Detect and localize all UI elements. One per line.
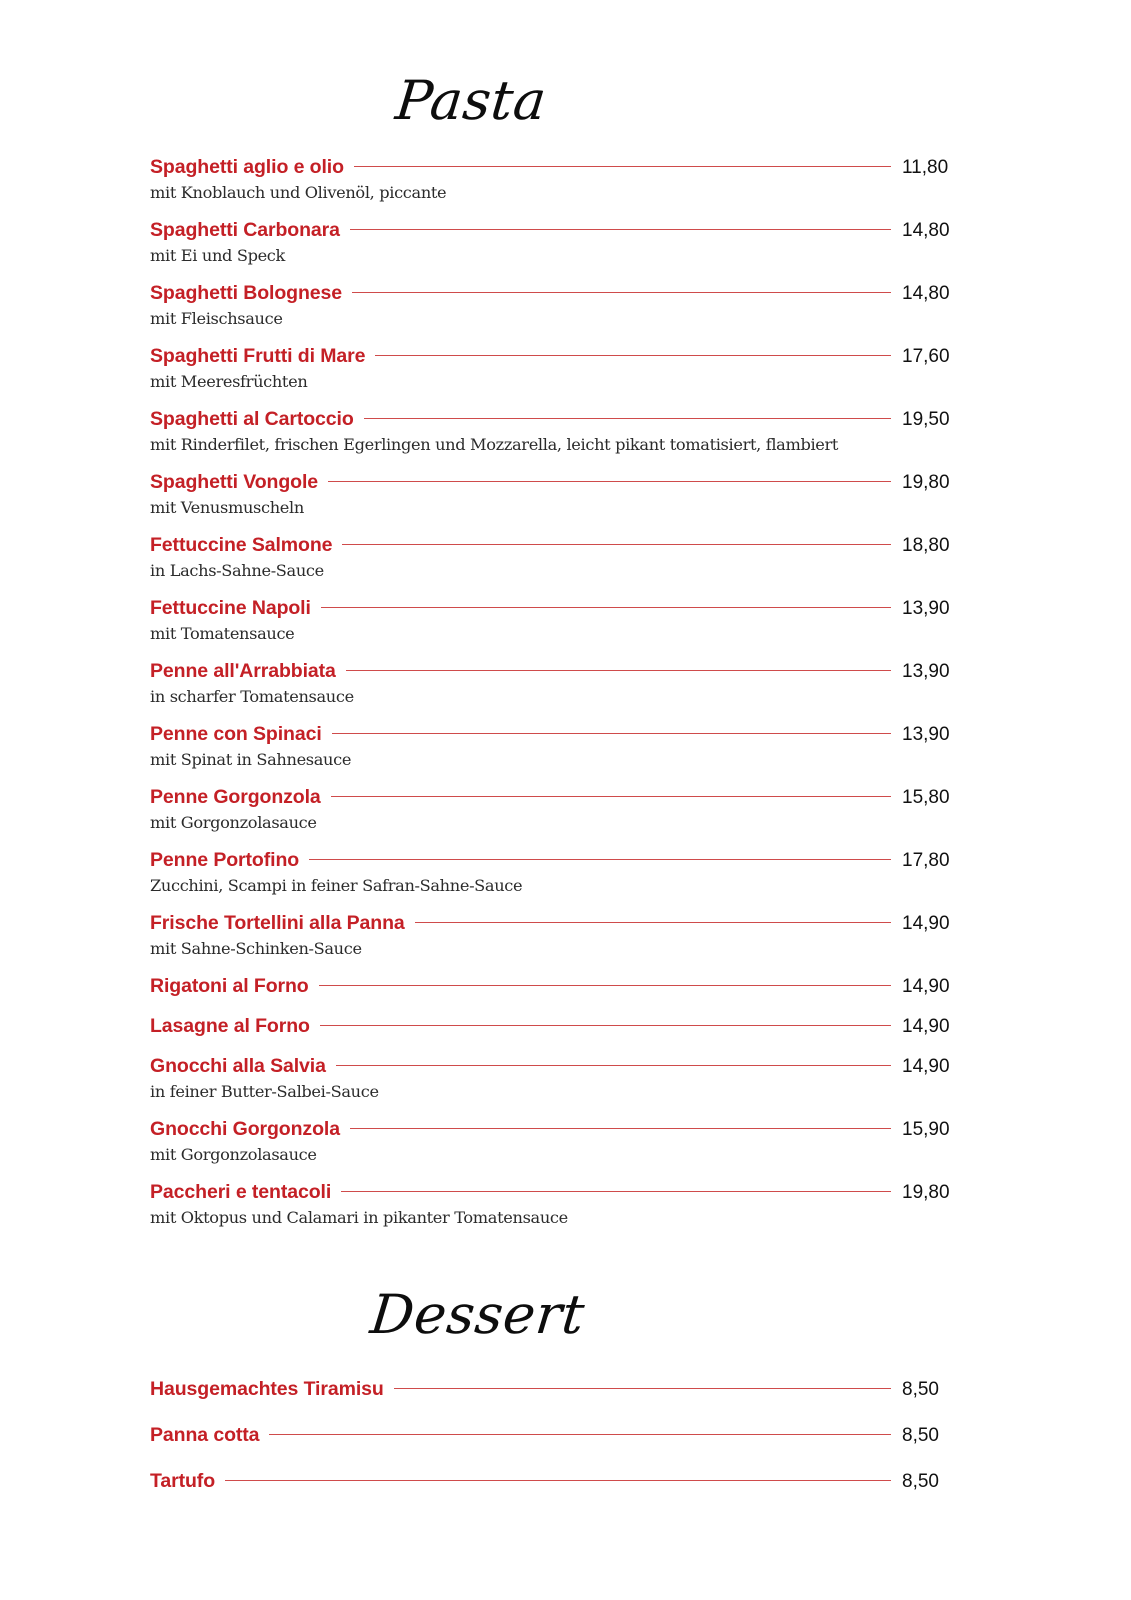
menu-item-name: Gnocchi Gorgonzola — [150, 1118, 340, 1140]
menu-item-price: 14,80 — [902, 283, 950, 304]
menu-item-description: mit Sahne-Schinken-Sauce — [150, 939, 362, 958]
menu-item-description: mit Gorgonzolasauce — [150, 1145, 317, 1164]
menu-item-name: Penne Portofino — [150, 849, 300, 871]
menu-item — [150, 595, 960, 658]
menu-item-description: mit Ei und Speck — [150, 246, 285, 265]
menu-item-name: Spaghetti al Cartoccio — [150, 408, 354, 430]
menu-item-name: Penne all'Arrabbiata — [150, 660, 336, 682]
menu-item-description: mit Oktopus und Calamari in pikanter Tomatensauce — [150, 1208, 568, 1227]
menu-item-name: Hausgemachtes Tiramisu — [150, 1378, 384, 1400]
menu-item-price: 14,90 — [902, 913, 950, 934]
menu-item-name: Fettuccine Napoli — [150, 597, 311, 619]
menu-item-line — [150, 1422, 960, 1449]
menu-item-price: 15,80 — [902, 787, 950, 808]
menu-item-description: in feiner Butter-Salbei-Sauce — [150, 1082, 379, 1101]
menu-item-price: 15,90 — [902, 1119, 950, 1140]
menu-item-description: mit Fleischsauce — [150, 309, 283, 328]
menu-item-name: Spaghetti Frutti di Mare — [150, 345, 366, 367]
menu-item-line — [150, 154, 960, 181]
menu-item-name: Lasagne al Forno — [150, 1015, 310, 1037]
section-pasta — [150, 0, 960, 1242]
menu-item — [150, 1422, 960, 1468]
leader-line — [328, 481, 891, 482]
menu-item-price: 13,90 — [902, 724, 950, 745]
menu-item-line — [150, 1376, 960, 1403]
leader-line — [350, 1128, 891, 1129]
section-dessert — [150, 1242, 960, 1514]
menu-item — [150, 1179, 960, 1242]
menu-item — [150, 721, 960, 784]
menu-item-price: 13,90 — [902, 661, 950, 682]
menu-item-price: 17,60 — [902, 346, 950, 367]
dessert-items-block — [150, 1342, 960, 1514]
menu-item-line — [150, 1179, 960, 1206]
leader-line — [309, 859, 891, 860]
menu-item-price: 14,90 — [902, 1056, 950, 1077]
menu-item-name: Frische Tortellini alla Panna — [150, 912, 405, 934]
menu-item-line — [150, 847, 960, 874]
menu-item-name: Spaghetti Carbonara — [150, 219, 340, 241]
dessert-menu-list — [150, 1376, 960, 1514]
menu-item-line — [150, 217, 960, 244]
menu-item-description: Zucchini, Scampi in feiner Safran-Sahne-Sauce — [150, 876, 523, 895]
menu-item-price: 8,50 — [902, 1379, 939, 1400]
menu-item-line — [150, 658, 960, 685]
menu-item — [150, 343, 960, 406]
menu-item-description: mit Venusmuscheln — [150, 498, 304, 517]
menu-item-line — [150, 469, 960, 496]
menu-item — [150, 784, 960, 847]
menu-item-price: 8,50 — [902, 1471, 939, 1492]
menu-item — [150, 847, 960, 910]
menu-item-description: mit Rinderfilet, frischen Egerlingen und Mozzarella, leicht pikant tomatisiert, flambiert — [150, 435, 839, 454]
leader-line — [394, 1388, 891, 1389]
menu-item-line — [150, 406, 960, 433]
leader-line — [415, 922, 891, 923]
menu-item — [150, 658, 960, 721]
menu-item-line — [150, 1013, 960, 1040]
section-title-pasta: Pasta — [392, 69, 550, 132]
leader-line — [364, 418, 891, 419]
menu-item-price: 14,80 — [902, 220, 950, 241]
menu-item-name: Fettuccine Salmone — [150, 534, 333, 556]
menu-item-name: Spaghetti aglio e olio — [150, 156, 344, 178]
menu-item-line — [150, 721, 960, 748]
menu-item-line — [150, 280, 960, 307]
menu-item-price: 11,80 — [902, 157, 949, 178]
menu-item-name: Panna cotta — [150, 1424, 260, 1446]
menu-item-name: Tartufo — [150, 1470, 216, 1492]
menu-item-price: 14,90 — [902, 976, 950, 997]
menu-item — [150, 532, 960, 595]
menu-item-line — [150, 910, 960, 937]
menu-item-line — [150, 532, 960, 559]
menu-item — [150, 910, 960, 973]
leader-line — [352, 292, 891, 293]
leader-line — [321, 607, 891, 608]
menu-item — [150, 1116, 960, 1179]
leader-line — [332, 733, 891, 734]
menu-item-price: 19,50 — [902, 409, 950, 430]
menu-item-price: 14,90 — [902, 1016, 950, 1037]
section-title-dessert: Dessert — [367, 1283, 588, 1346]
menu-item-line — [150, 973, 960, 1000]
menu-item — [150, 406, 960, 469]
leader-line — [319, 985, 891, 986]
menu-item — [150, 280, 960, 343]
menu-item-price: 19,80 — [902, 472, 950, 493]
menu-item-description: in Lachs-Sahne-Sauce — [150, 561, 324, 580]
pasta-menu-list — [150, 154, 960, 1242]
menu-item-line — [150, 1116, 960, 1143]
menu-item — [150, 1468, 960, 1514]
leader-line — [336, 1065, 891, 1066]
leader-line — [269, 1434, 891, 1435]
menu-item-description: in scharfer Tomatensauce — [150, 687, 354, 706]
menu-item — [150, 1013, 960, 1053]
menu-item-description: mit Tomatensauce — [150, 624, 295, 643]
menu-item-name: Penne con Spinaci — [150, 723, 322, 745]
menu-item — [150, 469, 960, 532]
pasta-items-block — [150, 128, 960, 1242]
menu-item-line — [150, 595, 960, 622]
menu-item-line — [150, 784, 960, 811]
leader-line — [225, 1480, 891, 1481]
menu-item — [150, 154, 960, 217]
menu-item — [150, 1053, 960, 1116]
menu-item-description: mit Spinat in Sahnesauce — [150, 750, 352, 769]
leader-line — [354, 166, 891, 167]
menu-item-price: 8,50 — [902, 1425, 939, 1446]
menu-item-name: Paccheri e tentacoli — [150, 1181, 332, 1203]
leader-line — [341, 1191, 891, 1192]
menu-item-price: 13,90 — [902, 598, 950, 619]
menu-item-name: Rigatoni al Forno — [150, 975, 309, 997]
menu-item-name: Spaghetti Vongole — [150, 471, 319, 493]
menu-item-line — [150, 1468, 960, 1495]
leader-line — [342, 544, 891, 545]
menu-item-description: mit Gorgonzolasauce — [150, 813, 317, 832]
menu-item-name: Gnocchi alla Salvia — [150, 1055, 326, 1077]
menu-item — [150, 217, 960, 280]
menu-item-price: 18,80 — [902, 535, 950, 556]
leader-line — [346, 670, 891, 671]
leader-line — [331, 796, 891, 797]
menu-item-description: mit Knoblauch und Olivenöl, piccante — [150, 183, 447, 202]
menu-item-price: 17,80 — [902, 850, 950, 871]
menu-item-description: mit Meeresfrüchten — [150, 372, 308, 391]
menu-item-line — [150, 1053, 960, 1080]
menu-item-name: Penne Gorgonzola — [150, 786, 321, 808]
menu-item — [150, 973, 960, 1013]
menu-item-price: 19,80 — [902, 1182, 950, 1203]
leader-line — [350, 229, 891, 230]
menu-item-line — [150, 343, 960, 370]
menu-item — [150, 1376, 960, 1422]
leader-line — [375, 355, 891, 356]
menu-item-name: Spaghetti Bolognese — [150, 282, 343, 304]
leader-line — [320, 1025, 891, 1026]
